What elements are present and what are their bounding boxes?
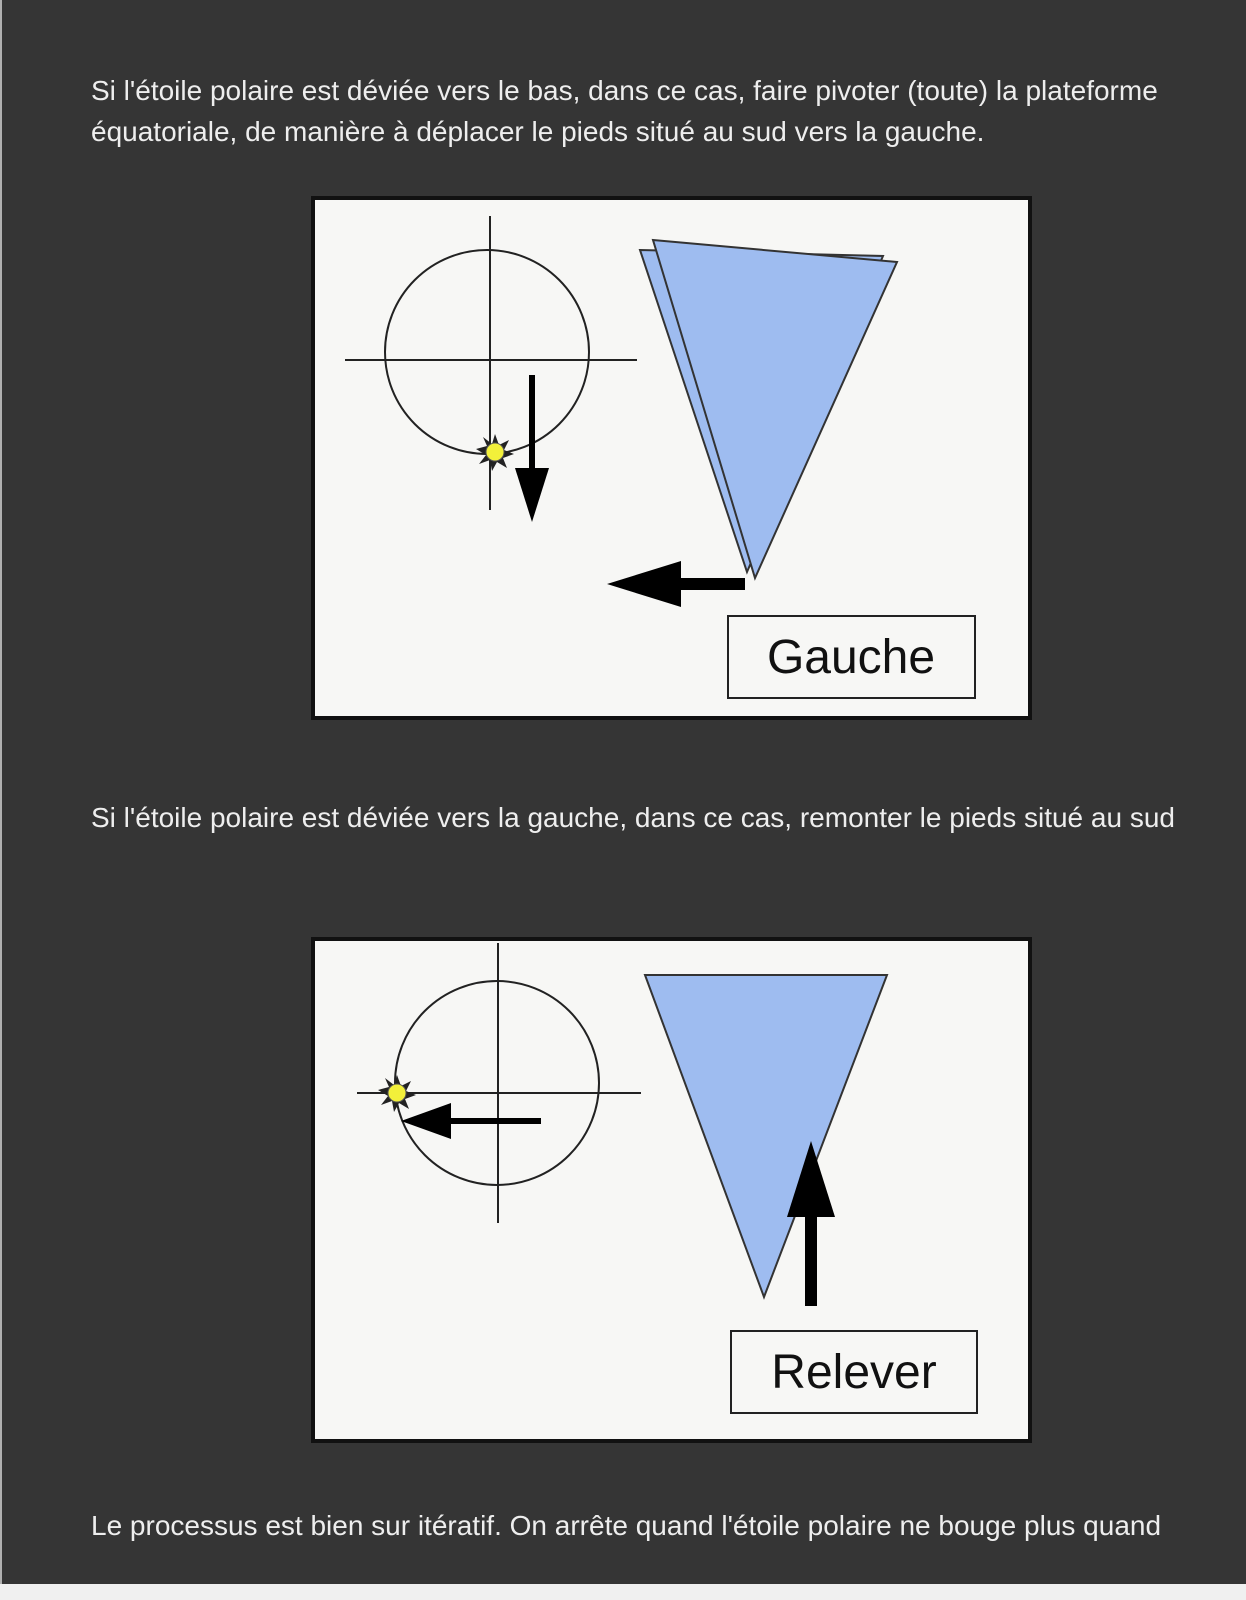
label-box-relever <box>731 1331 977 1413</box>
figure-gauche <box>311 196 1032 720</box>
paragraph-3-line-1: Le processus est bien sur itératif. On arrête quand l'étoile polaire ne bouge plus quand <box>91 1510 1162 1541</box>
figure-relever <box>311 937 1032 1443</box>
left-arrow-icon <box>607 561 745 607</box>
paragraph-2-line-1: Si l'étoile polaire est déviée vers la gauche, dans ce cas, remonter le pieds situé au sud <box>91 802 1175 833</box>
paragraph-1-line-1: Si l'étoile polaire est déviée vers le bas, dans ce cas, faire pivoter (toute) la plateforme <box>91 75 1158 106</box>
paragraph-3 <box>91 1505 1231 1546</box>
paragraph-2 <box>91 797 1231 838</box>
label-box-gauche <box>728 616 975 698</box>
figure-relever-diagram <box>315 941 1028 1439</box>
left-border <box>0 0 2 1584</box>
left-arrow-icon <box>401 1103 541 1139</box>
figure-gauche-diagram <box>315 200 1028 716</box>
polar-star-icon <box>476 434 514 471</box>
figure-gauche-label: Gauche <box>766 631 936 684</box>
paragraph-1 <box>91 70 1231 152</box>
figure-relever-label: Relever <box>771 1346 937 1399</box>
bottom-strip <box>0 1584 1246 1600</box>
reticle-circle <box>385 250 589 454</box>
platform-triangle-icon <box>645 975 887 1297</box>
platform-triangle-icon <box>640 240 897 578</box>
paragraph-1-line-2: équatoriale, de manière à déplacer le pieds situé au sud vers la gauche. <box>91 116 985 147</box>
